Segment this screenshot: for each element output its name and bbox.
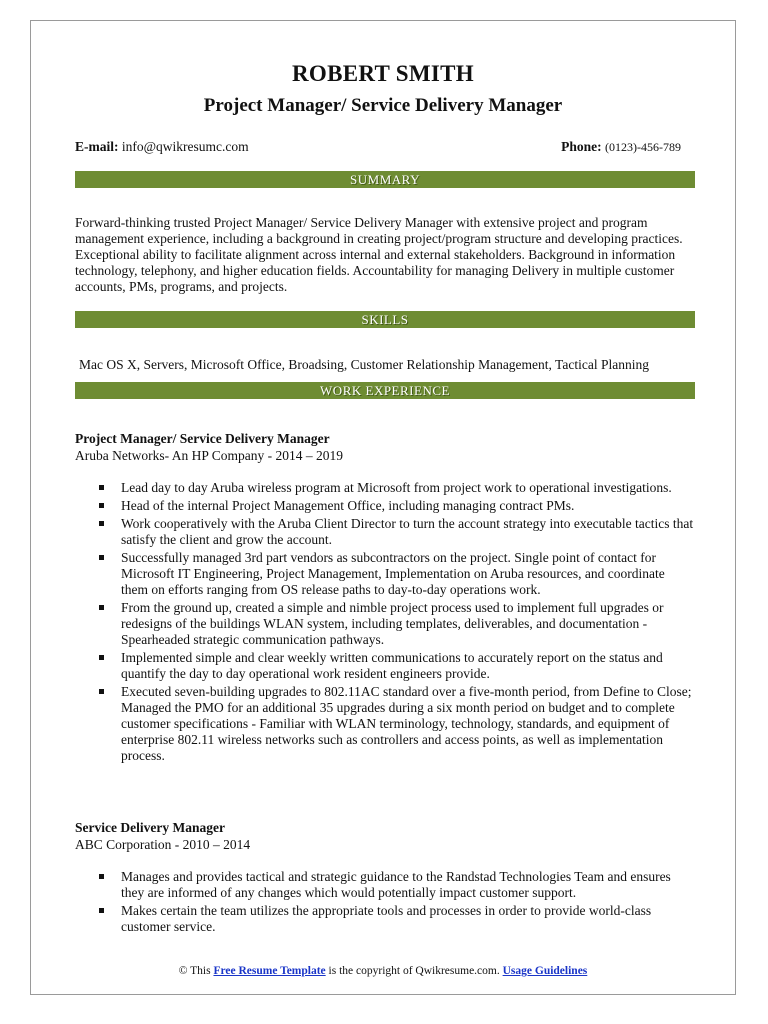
footer <box>31 965 735 977</box>
summary-text: Forward-thinking trusted Project Manager/ Service Delivery Manager with extensive project and program management experience, including a background in creating project/program structure and developing practices. Exceptional ability to facilitate alignment across internal and external stakeholders. Background in information technology, telephony, and higher education fields. Accountability for managing Delivery in multiple customer accounts, PMs, programs, and projects. <box>75 215 683 294</box>
skills-section-header: SKILLS <box>75 311 695 328</box>
job-1-title: Project Manager/ Service Delivery Manager <box>75 431 330 446</box>
free-resume-template-link[interactable]: Free Resume Template <box>213 965 326 977</box>
bullet-icon <box>99 605 104 610</box>
list-item: Implemented simple and clear weekly written communications to accurately report on the status and quantify the day to day operational work resident engineers provide. <box>75 650 695 682</box>
phone-label: Phone: <box>561 139 602 154</box>
job-1-company: Aruba Networks- An HP Company - 2014 – 2019 <box>75 448 343 463</box>
list-item: Head of the internal Project Management Office, including managing contract PMs. <box>75 498 695 514</box>
candidate-name: ROBERT SMITH <box>292 61 474 86</box>
resume-page <box>30 20 736 995</box>
email-line <box>75 139 249 155</box>
email-label: E-mail: <box>75 139 119 154</box>
job-title-heading: Project Manager/ Service Delivery Manager <box>203 95 563 116</box>
phone-value: (0123)-456-789 <box>605 140 681 154</box>
list-item: Work cooperatively with the Aruba Client Director to turn the account strategy into executable tactics that satisfy the client and grow the account. <box>75 516 695 548</box>
job-2-company: ABC Corporation - 2010 – 2014 <box>75 837 251 852</box>
list-item: Lead day to day Aruba wireless program at Microsoft from project work to operational investigations. <box>75 480 695 496</box>
bullet-icon <box>99 655 104 660</box>
list-item: Makes certain the team utilizes the appropriate tools and processes in order to provide world-class customer service. <box>75 903 695 935</box>
job-2-title: Service Delivery Manager <box>75 820 225 835</box>
bullet-icon <box>99 503 104 508</box>
email-value: info@qwikresumc.com <box>121 139 249 154</box>
footer-prefix: © This <box>178 965 214 977</box>
usage-guidelines-link[interactable]: Usage Guidelines <box>502 965 588 977</box>
list-item: From the ground up, created a simple and nimble project process used to implement full upgrades or redesigns of the buildings WLAN system, including templates, deliverables, and documentation - Spearheaded strategic communication pathways. <box>75 600 695 648</box>
bullet-icon <box>99 521 104 526</box>
job-1-bullets <box>75 480 695 766</box>
list-item: Successfully managed 3rd part vendors as subcontractors on the project. Single point of contact for Microsoft IT Engineering, Project Management, Implementation on Aruba resources, and coordinate them on efforts ranging from OS release paths to day-to-day operations work. <box>75 550 695 598</box>
footer-middle: is the copyright of Qwikresume.com. <box>325 965 503 977</box>
phone-line <box>561 139 681 155</box>
bullet-icon <box>99 908 104 913</box>
bullet-icon <box>99 555 104 560</box>
bullet-icon <box>99 485 104 490</box>
skills-text: Mac OS X, Servers, Microsoft Office, Broadsing, Customer Relationship Management, Tactical Planning <box>79 357 649 372</box>
bullet-icon <box>99 689 104 694</box>
experience-section-header: WORK EXPERIENCE <box>75 382 695 399</box>
job-2-bullets <box>75 869 695 937</box>
list-item: Executed seven-building upgrades to 802.11AC standard over a five-month period, from Define to Close; Managed the PMO for an additional 35 upgrades during a six month period on budget and to complete customer specifications - Familiar with WLAN terminology, technology, standards, and equipment of enterprise 802.11 wireless networks such as controllers and access points, as well as implementation process. <box>75 684 695 764</box>
summary-section-header: SUMMARY <box>75 171 695 188</box>
list-item: Manages and provides tactical and strategic guidance to the Randstad Technologies Team and ensures they are informed of any changes which would potentially impact customer support. <box>75 869 695 901</box>
bullet-icon <box>99 874 104 879</box>
